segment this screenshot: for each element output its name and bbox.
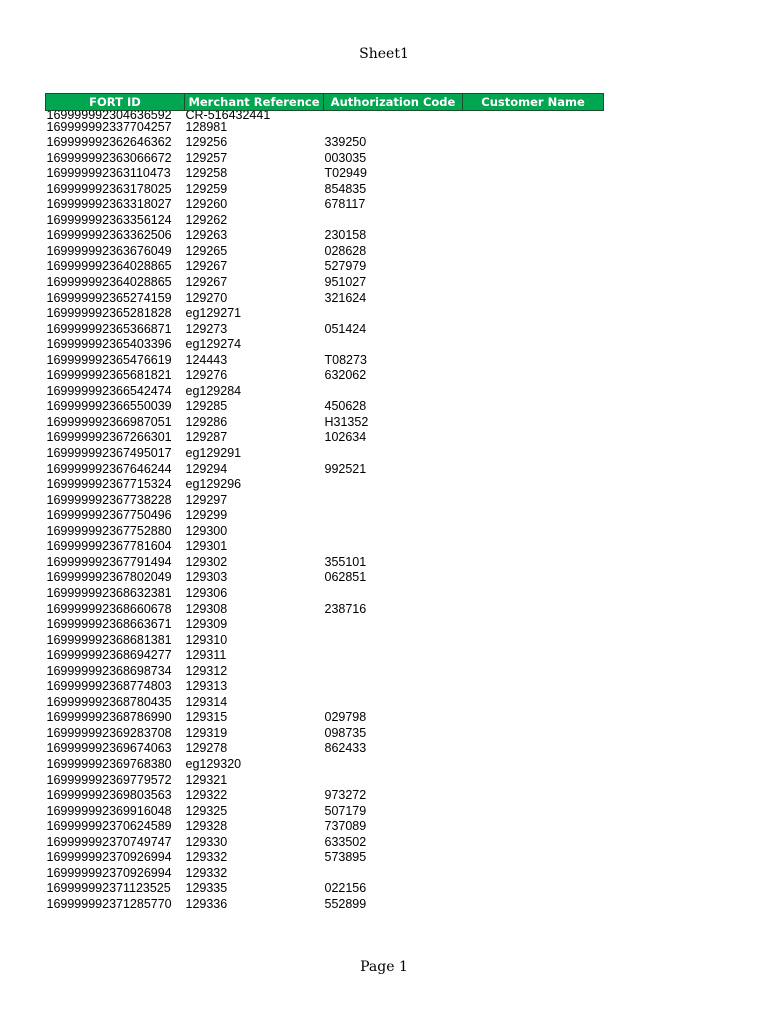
customer-name-cell[interactable]	[463, 461, 604, 477]
authorization-code-cell[interactable]	[324, 617, 463, 633]
authorization-code-cell[interactable]: 678117	[324, 197, 366, 212]
fort-id-cell[interactable]: 169999992367738228	[46, 492, 172, 507]
column-header-fort-id[interactable]: FORT ID	[46, 94, 185, 111]
table-row	[46, 663, 604, 679]
authorization-code-cell[interactable]: 003035	[324, 150, 367, 165]
authorization-code-cell[interactable]: 507179	[324, 803, 367, 818]
authorization-code-cell[interactable]: 633502	[324, 834, 367, 849]
customer-name-cell[interactable]	[463, 570, 604, 586]
data-table	[45, 93, 604, 912]
customer-name-cell[interactable]	[463, 694, 604, 710]
authorization-code-cell[interactable]: 632062	[324, 368, 367, 383]
authorization-code-cell[interactable]: 238716	[324, 601, 367, 616]
fort-id-cell[interactable]: 169999992368632381	[46, 585, 172, 600]
customer-name-cell[interactable]	[463, 725, 604, 741]
merchant-reference-cell[interactable]: eg129284	[185, 383, 242, 398]
fort-id-cell[interactable]: 169999992363066672	[46, 150, 172, 165]
authorization-code-cell[interactable]	[324, 585, 463, 601]
fort-id-cell[interactable]: 169999992369674063	[46, 741, 172, 756]
authorization-code-cell[interactable]: 951027	[324, 275, 367, 290]
fort-id-cell[interactable]: 169999992369779572	[46, 772, 172, 787]
fort-id-cell[interactable]: 169999992365281828	[46, 306, 172, 321]
merchant-reference-cell[interactable]: 129260	[185, 197, 228, 212]
table-row	[46, 321, 604, 337]
table-row	[46, 461, 604, 477]
fort-id-cell[interactable]: 169999992371123525	[46, 881, 171, 896]
page-footer: Page 1	[360, 959, 408, 975]
table-row	[46, 554, 604, 570]
fort-id-cell[interactable]: 169999992368698734	[46, 663, 172, 678]
merchant-reference-cell[interactable]: 129267	[185, 275, 228, 290]
customer-name-cell[interactable]	[463, 741, 604, 757]
fort-id-cell[interactable]: 169999992368663671	[46, 617, 172, 632]
customer-name-cell[interactable]	[463, 632, 604, 648]
merchant-reference-cell[interactable]: 129299	[185, 508, 228, 523]
merchant-reference-cell[interactable]: 129328	[185, 819, 228, 834]
authorization-code-cell[interactable]: H31352	[324, 414, 369, 429]
authorization-code-cell[interactable]: 230158	[324, 228, 367, 243]
customer-name-cell[interactable]	[463, 135, 604, 151]
customer-name-cell[interactable]	[463, 554, 604, 570]
authorization-code-cell[interactable]	[324, 337, 463, 353]
table-row	[46, 290, 604, 306]
table-row	[46, 197, 604, 213]
merchant-reference-cell[interactable]: 124443	[185, 352, 228, 367]
customer-name-cell[interactable]	[463, 881, 604, 897]
table-row	[46, 166, 604, 182]
fort-id-cell[interactable]: 169999992365681821	[46, 368, 172, 383]
customer-name-cell[interactable]	[463, 523, 604, 539]
table-row	[46, 414, 604, 430]
customer-name-cell[interactable]	[463, 119, 604, 135]
table-row	[46, 352, 604, 368]
merchant-reference-cell[interactable]: 129321	[185, 772, 228, 787]
merchant-reference-cell[interactable]: 129273	[185, 321, 228, 336]
authorization-code-cell[interactable]	[324, 508, 463, 524]
authorization-code-cell[interactable]	[324, 119, 463, 135]
merchant-reference-cell[interactable]: eg129274	[185, 337, 242, 352]
merchant-reference-cell[interactable]: eg129271	[185, 306, 242, 321]
customer-name-cell[interactable]	[463, 819, 604, 835]
authorization-code-cell[interactable]	[324, 772, 463, 788]
customer-name-cell[interactable]	[463, 111, 604, 120]
merchant-reference-cell[interactable]: 129265	[185, 243, 228, 258]
table-row	[46, 492, 604, 508]
table-row	[46, 648, 604, 664]
merchant-reference-cell[interactable]: 129285	[185, 399, 228, 414]
merchant-reference-cell[interactable]: 129311	[185, 648, 227, 663]
merchant-reference-cell[interactable]: 129330	[185, 834, 228, 849]
table-row	[46, 679, 604, 695]
merchant-reference-cell[interactable]: 129302	[185, 554, 228, 569]
authorization-code-cell[interactable]	[324, 648, 463, 664]
fort-id-cell[interactable]: 169999992367715324	[46, 477, 172, 492]
fort-id-cell[interactable]: 169999992369803563	[46, 788, 172, 803]
table-row	[46, 803, 604, 819]
authorization-code-cell[interactable]: 062851	[324, 570, 367, 585]
merchant-reference-cell[interactable]: eg129291	[185, 446, 242, 461]
fort-id-cell[interactable]: 169999992366542474	[46, 383, 172, 398]
fort-id-cell[interactable]: 169999992365403396	[46, 337, 172, 352]
customer-name-cell[interactable]	[463, 803, 604, 819]
customer-name-cell[interactable]	[463, 756, 604, 772]
customer-name-cell[interactable]	[463, 585, 604, 601]
merchant-reference-cell[interactable]: 129322	[185, 788, 228, 803]
table-row	[46, 111, 604, 120]
customer-name-cell[interactable]	[463, 648, 604, 664]
merchant-reference-cell[interactable]: 129258	[185, 166, 228, 181]
merchant-reference-cell[interactable]: 129297	[185, 492, 228, 507]
fort-id-cell[interactable]: 169999992368660678	[46, 601, 172, 616]
merchant-reference-cell[interactable]: 129257	[185, 150, 228, 165]
fort-id-cell[interactable]: 169999992365274159	[46, 290, 172, 305]
table-row	[46, 383, 604, 399]
customer-name-cell[interactable]	[463, 259, 604, 275]
customer-name-cell[interactable]	[463, 788, 604, 804]
merchant-reference-cell[interactable]: 129335	[185, 881, 228, 896]
authorization-code-cell[interactable]: 102634	[324, 430, 367, 445]
customer-name-cell[interactable]	[463, 197, 604, 213]
table-row	[46, 819, 604, 835]
fort-id-cell[interactable]: 169999992363110473	[46, 166, 171, 181]
merchant-reference-cell[interactable]: eg129320	[185, 756, 242, 771]
merchant-reference-cell[interactable]: 129303	[185, 570, 228, 585]
table-row	[46, 228, 604, 244]
merchant-reference-cell[interactable]: 129301	[185, 539, 228, 554]
fort-id-cell[interactable]: 169999992369283708	[46, 725, 172, 740]
fort-id-cell[interactable]: 169999992365476619	[46, 352, 172, 367]
table-row	[46, 741, 604, 757]
merchant-reference-cell[interactable]: 129276	[185, 368, 228, 383]
customer-name-cell[interactable]	[463, 181, 604, 197]
authorization-code-cell[interactable]	[324, 632, 463, 648]
customer-name-cell[interactable]	[463, 383, 604, 399]
authorization-code-cell[interactable]: 339250	[324, 135, 367, 150]
authorization-code-cell[interactable]: 098735	[324, 725, 367, 740]
customer-name-cell[interactable]	[463, 492, 604, 508]
table-row	[46, 710, 604, 726]
authorization-code-cell[interactable]	[324, 383, 463, 399]
table-row	[46, 445, 604, 461]
merchant-reference-cell[interactable]: eg129296	[185, 477, 242, 492]
table-row	[46, 243, 604, 259]
authorization-code-cell[interactable]: 450628	[324, 399, 367, 414]
authorization-code-cell[interactable]: 552899	[324, 896, 367, 911]
header-row	[46, 94, 604, 111]
table-row	[46, 337, 604, 353]
customer-name-cell[interactable]	[463, 212, 604, 228]
merchant-reference-cell[interactable]: 129310	[185, 632, 228, 647]
authorization-code-cell[interactable]	[324, 111, 463, 120]
column-header-merchant-reference[interactable]: Merchant Reference	[185, 94, 324, 111]
table-row	[46, 617, 604, 633]
fort-id-cell[interactable]: 169999992363178025	[46, 181, 172, 196]
merchant-reference-cell[interactable]: 129336	[185, 896, 228, 911]
authorization-code-cell[interactable]	[324, 663, 463, 679]
fort-id-cell[interactable]: 169999992371285770	[46, 896, 172, 911]
merchant-reference-cell[interactable]: 129332	[185, 850, 228, 865]
customer-name-cell[interactable]	[463, 508, 604, 524]
merchant-reference-cell[interactable]: 129286	[185, 414, 228, 429]
table-row	[46, 150, 604, 166]
fort-id-cell[interactable]: 169999992370749747	[46, 834, 172, 849]
merchant-reference-cell[interactable]: 129294	[185, 461, 228, 476]
customer-name-cell[interactable]	[463, 896, 604, 912]
merchant-reference-cell[interactable]: 129287	[185, 430, 228, 445]
authorization-code-cell[interactable]	[324, 492, 463, 508]
merchant-reference-cell[interactable]: 129313	[185, 679, 228, 694]
fort-id-cell[interactable]: 169999992337704257	[46, 119, 172, 134]
fort-id-cell[interactable]: 169999992370926994	[46, 850, 172, 865]
customer-name-cell[interactable]	[463, 430, 604, 446]
customer-name-cell[interactable]	[463, 228, 604, 244]
merchant-reference-cell[interactable]: 129267	[185, 259, 228, 274]
merchant-reference-cell[interactable]: 129263	[185, 228, 228, 243]
merchant-reference-cell[interactable]: 129332	[185, 865, 228, 880]
fort-id-cell[interactable]: 169999992367791494	[46, 554, 172, 569]
column-header-customer-name[interactable]: Customer Name	[463, 94, 604, 111]
table-body	[46, 111, 604, 912]
customer-name-cell[interactable]	[463, 834, 604, 850]
customer-name-cell[interactable]	[463, 865, 604, 881]
merchant-reference-cell[interactable]: 129308	[185, 601, 228, 616]
authorization-code-cell[interactable]	[324, 694, 463, 710]
table-row	[46, 772, 604, 788]
merchant-reference-cell[interactable]: CR-516432441	[185, 110, 271, 119]
customer-name-cell[interactable]	[463, 663, 604, 679]
customer-name-cell[interactable]	[463, 710, 604, 726]
table-row	[46, 306, 604, 322]
merchant-reference-cell[interactable]: 129256	[185, 135, 228, 150]
fort-id-cell[interactable]: 169999992304636592	[46, 110, 172, 119]
authorization-code-cell[interactable]: 022156	[324, 881, 367, 896]
customer-name-cell[interactable]	[463, 772, 604, 788]
authorization-code-cell[interactable]: 029798	[324, 710, 367, 725]
fort-id-cell[interactable]: 169999992369768380	[46, 756, 172, 771]
customer-name-cell[interactable]	[463, 150, 604, 166]
table-row	[46, 274, 604, 290]
fort-id-cell[interactable]: 169999992363362506	[46, 228, 172, 243]
fort-id-cell[interactable]: 169999992364028865	[46, 259, 172, 274]
fort-id-cell[interactable]: 169999992368780435	[46, 694, 172, 709]
authorization-code-cell[interactable]	[324, 523, 463, 539]
table-row	[46, 881, 604, 897]
table-row	[46, 896, 604, 912]
customer-name-cell[interactable]	[463, 352, 604, 368]
authorization-code-cell[interactable]	[324, 539, 463, 555]
fort-id-cell[interactable]: 169999992368774803	[46, 679, 172, 694]
authorization-code-cell[interactable]	[324, 756, 463, 772]
fort-id-cell[interactable]: 169999992363356124	[46, 212, 172, 227]
table-row	[46, 181, 604, 197]
customer-name-cell[interactable]	[463, 445, 604, 461]
authorization-code-cell[interactable]	[324, 306, 463, 322]
fort-id-cell[interactable]: 169999992368786990	[46, 710, 172, 725]
table-row	[46, 725, 604, 741]
authorization-code-cell[interactable]: 854835	[324, 181, 367, 196]
merchant-reference-cell[interactable]: 129315	[185, 710, 228, 725]
fort-id-cell[interactable]: 169999992369916048	[46, 803, 172, 818]
fort-id-cell[interactable]: 169999992367495017	[46, 446, 172, 461]
fort-id-cell[interactable]: 169999992363676049	[46, 243, 172, 258]
authorization-code-cell[interactable]	[324, 865, 463, 881]
customer-name-cell[interactable]	[463, 539, 604, 555]
table-row	[46, 430, 604, 446]
authorization-code-cell[interactable]	[324, 212, 463, 228]
fort-id-cell[interactable]: 169999992366987051	[46, 414, 172, 429]
fort-id-cell[interactable]: 169999992364028865	[46, 275, 172, 290]
merchant-reference-cell[interactable]: 129319	[185, 725, 228, 740]
authorization-code-cell[interactable]: 992521	[324, 461, 367, 476]
authorization-code-cell[interactable]: 527979	[324, 259, 367, 274]
merchant-reference-cell[interactable]: 129325	[185, 803, 228, 818]
authorization-code-cell[interactable]: 737089	[324, 819, 367, 834]
customer-name-cell[interactable]	[463, 414, 604, 430]
table-row	[46, 119, 604, 135]
customer-name-cell[interactable]	[463, 337, 604, 353]
table-row	[46, 523, 604, 539]
fort-id-cell[interactable]: 169999992366550039	[46, 399, 172, 414]
merchant-reference-cell[interactable]: 129262	[185, 212, 228, 227]
merchant-reference-cell[interactable]: 129278	[185, 741, 228, 756]
customer-name-cell[interactable]	[463, 290, 604, 306]
authorization-code-cell[interactable]	[324, 477, 463, 493]
table-row	[46, 477, 604, 493]
merchant-reference-cell[interactable]: 129306	[185, 585, 228, 600]
customer-name-cell[interactable]	[463, 679, 604, 695]
customer-name-cell[interactable]	[463, 306, 604, 322]
authorization-code-cell[interactable]: 051424	[324, 321, 367, 336]
table-row	[46, 508, 604, 524]
table-row	[46, 399, 604, 415]
authorization-code-cell[interactable]: 973272	[324, 788, 367, 803]
fort-id-cell[interactable]: 169999992367266301	[46, 430, 172, 445]
customer-name-cell[interactable]	[463, 617, 604, 633]
customer-name-cell[interactable]	[463, 601, 604, 617]
column-header-authorization-code[interactable]: Authorization Code	[324, 94, 463, 111]
table-row	[46, 212, 604, 228]
customer-name-cell[interactable]	[463, 321, 604, 337]
merchant-reference-cell[interactable]: 129314	[185, 694, 228, 709]
merchant-reference-cell[interactable]: 129270	[185, 290, 228, 305]
fort-id-cell[interactable]: 169999992370926994	[46, 865, 172, 880]
fort-id-cell[interactable]: 169999992367646244	[46, 461, 172, 476]
fort-id-cell[interactable]: 169999992370624589	[46, 819, 172, 834]
authorization-code-cell[interactable]: T02949	[324, 166, 367, 181]
table-row	[46, 694, 604, 710]
table-row	[46, 834, 604, 850]
customer-name-cell[interactable]	[463, 399, 604, 415]
customer-name-cell[interactable]	[463, 166, 604, 182]
fort-id-cell[interactable]: 169999992367752880	[46, 523, 172, 538]
table-row	[46, 632, 604, 648]
table-row	[46, 788, 604, 804]
authorization-code-cell[interactable]: 355101	[324, 554, 367, 569]
customer-name-cell[interactable]	[463, 477, 604, 493]
authorization-code-cell[interactable]: T08273	[324, 352, 367, 367]
table-row	[46, 259, 604, 275]
table-row	[46, 865, 604, 881]
authorization-code-cell[interactable]: 862433	[324, 741, 367, 756]
table-row	[46, 585, 604, 601]
fort-id-cell[interactable]: 169999992367802049	[46, 570, 172, 585]
authorization-code-cell[interactable]	[324, 679, 463, 695]
fort-id-cell[interactable]: 169999992367781604	[46, 539, 172, 554]
fort-id-cell[interactable]: 169999992363318027	[46, 197, 172, 212]
merchant-reference-cell[interactable]: 129259	[185, 181, 228, 196]
merchant-reference-cell[interactable]: 129312	[185, 663, 228, 678]
merchant-reference-cell[interactable]: 129309	[185, 617, 228, 632]
table-row	[46, 601, 604, 617]
customer-name-cell[interactable]	[463, 274, 604, 290]
customer-name-cell[interactable]	[463, 368, 604, 384]
merchant-reference-cell[interactable]: 128981	[185, 119, 228, 134]
fort-id-cell[interactable]: 169999992368694277	[46, 648, 172, 663]
authorization-code-cell[interactable]: 573895	[324, 850, 367, 865]
customer-name-cell[interactable]	[463, 243, 604, 259]
authorization-code-cell[interactable]: 321624	[324, 290, 367, 305]
authorization-code-cell[interactable]	[324, 445, 463, 461]
sheet-title: Sheet1	[359, 46, 409, 62]
merchant-reference-cell[interactable]: 129300	[185, 523, 228, 538]
fort-id-cell[interactable]: 169999992367750496	[46, 508, 172, 523]
fort-id-cell[interactable]: 169999992362646362	[46, 135, 172, 150]
table-row	[46, 539, 604, 555]
table-row	[46, 368, 604, 384]
table-row	[46, 135, 604, 151]
table-row	[46, 756, 604, 772]
authorization-code-cell[interactable]: 028628	[324, 243, 367, 258]
table-row	[46, 850, 604, 866]
fort-id-cell[interactable]: 169999992365366871	[46, 321, 172, 336]
fort-id-cell[interactable]: 169999992368681381	[46, 632, 172, 647]
customer-name-cell[interactable]	[463, 850, 604, 866]
table-row	[46, 570, 604, 586]
